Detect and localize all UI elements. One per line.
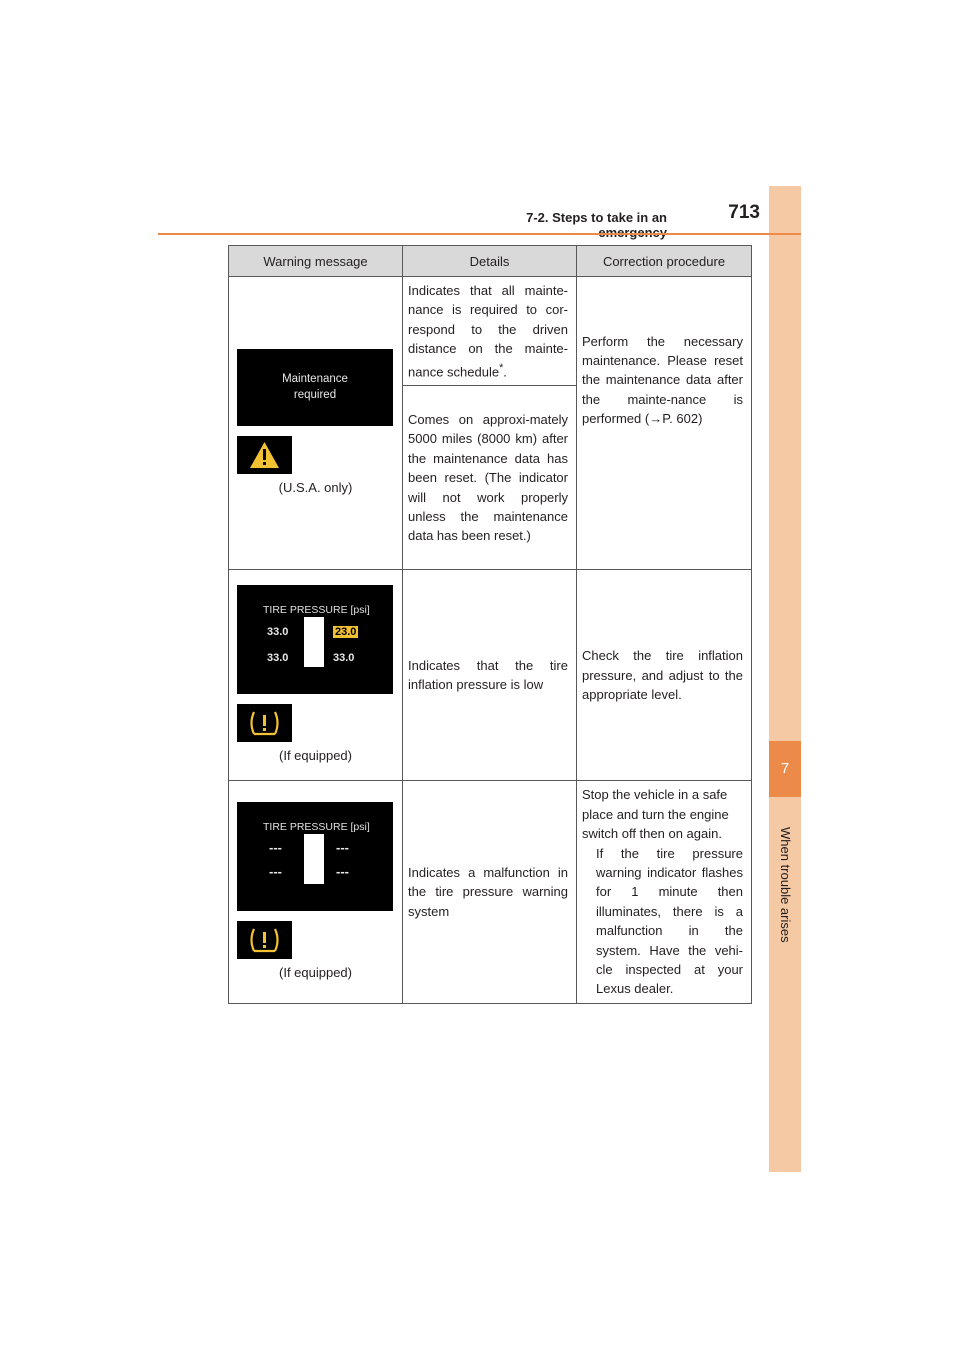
tire-low-procedure: Check the tire inflation pressure, and adjust to the appropriate level. [577,570,752,781]
column-header-details: Details [403,246,577,277]
table-row [229,277,752,386]
tire-front-left: 33.0 [267,626,289,639]
tire-pressure-warning-icon [237,704,292,742]
table-row [229,781,752,1003]
tire-rear-right: 33.0 [333,652,355,665]
chapter-title: When trouble arises [778,827,793,943]
equipment-caption: (If equipped) [279,748,352,764]
maintenance-detail-1: Indicates that all mainte-nance is required to cor-respond to the driven distance on the mainte-nance schedule*. [403,277,577,386]
tire-pressure-display [237,802,393,911]
tire-front-right: --- [336,839,349,855]
table-header-row [229,246,752,277]
tire-malfunction-detail: Indicates a malfunction in the tire pressure warning system [403,781,577,1003]
procedure-sub-item: If the tire pressure warning indicator flashes for 1 minute then illuminates, there is a malfunction in the system. Have the vehi-cle inspected at your Lexus dealer. [596,845,743,997]
maintenance-display [237,349,393,426]
procedure-intro: Stop the vehicle in a safe place and turn the engine switch off then on again. [582,787,729,842]
equipment-caption: (If equipped) [279,964,352,980]
tire-front-right: 23.0 [335,626,357,639]
maintenance-warning-cell [229,277,403,570]
region-caption: (U.S.A. only) [278,479,353,495]
table-row [229,570,752,781]
footnote-mark: * [499,361,504,374]
tire-rear-left: 33.0 [267,652,289,665]
tire-pressure-title: TIRE PRESSURE [psi] [263,820,370,833]
tire-pressure-title: TIRE PRESSURE [psi] [263,604,370,617]
vehicle-silhouette [304,834,324,884]
chapter-number: 7 [769,741,801,797]
tire-malfunction-procedure [577,781,752,1003]
side-tab [769,186,801,1172]
vehicle-silhouette [304,617,324,667]
tire-pressure-display [237,585,393,694]
tire-rear-right: --- [336,863,349,879]
section-title: 7-2. Steps to take in an [526,210,667,225]
master-warning-icon [237,436,292,474]
maintenance-line2: required [293,388,337,401]
column-header-procedure: Correction procedure [577,246,752,277]
tire-pressure-warning-icon [237,921,292,959]
warning-message-table [228,245,752,1004]
tire-pressure-malfunction-cell [229,781,403,1003]
page-number: 713 [728,202,760,223]
maintenance-detail-2: Comes on approxi-mately 5000 miles (8000 km) after the maintenance data has been reset. (The indicator will not work properly unless the maintenance data has been reset.) [403,386,577,570]
tire-pressure-low-cell [229,570,403,781]
header-rule [158,233,801,235]
tire-rear-left: --- [269,863,282,879]
maintenance-line1: Maintenance [282,372,348,385]
tire-front-left: --- [269,839,282,855]
maintenance-procedure: Perform the necessary maintenance. Please reset the maintenance data after the mainte-nance is performed (→P. 602) [577,277,752,570]
tire-low-detail: Indicates that the tire inflation pressure is low [403,570,577,781]
column-header-warning: Warning message [229,246,403,277]
